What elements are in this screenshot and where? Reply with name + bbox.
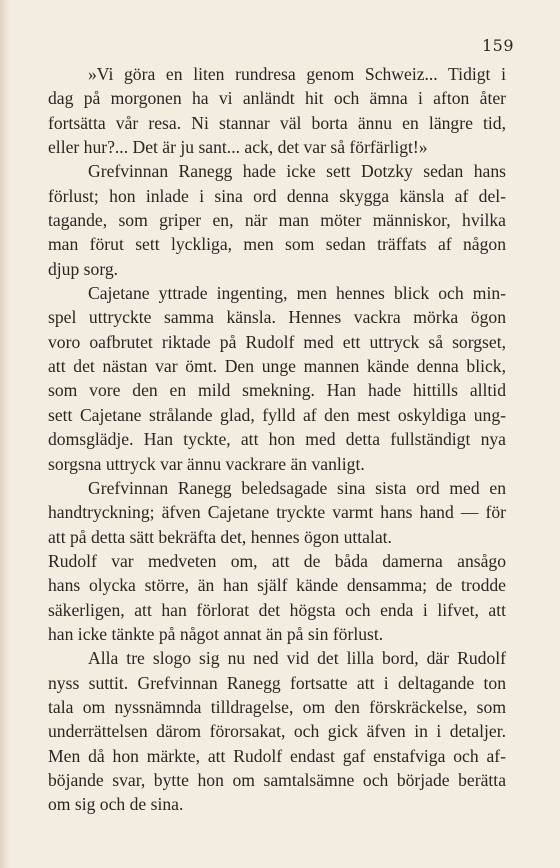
text-line: Grefvinnan Ranegg beledsagade sina sista ord med en bbox=[88, 477, 506, 498]
text-line: om sig och de sina. bbox=[48, 794, 184, 815]
paragraph-2 bbox=[48, 159, 506, 281]
text-line: böjande svar, bytte hon om samtalsämne och började berätta bbox=[48, 769, 506, 790]
text-line: säkerligen, att han förlorat det högsta och enda i lifvet, att bbox=[48, 599, 506, 620]
text-line: djup sorg. bbox=[48, 258, 119, 279]
paragraph-4 bbox=[48, 476, 506, 646]
text-line: att det nästan var ömt. Den unge mannen kände denna blick, bbox=[48, 356, 506, 377]
text-line: underrättelsen därom förorsakat, och gick äfven in i detaljer. bbox=[48, 721, 506, 742]
text-line: Rudolf var medveten om, att de båda damerna ansågo bbox=[48, 550, 506, 571]
text-line: förlust; hon inlade i sina ord denna skygga känsla af del- bbox=[48, 185, 506, 206]
text-line: som vore den en mild smekning. Han hade hittills alltid bbox=[48, 380, 506, 401]
text-line: Alla tre slogo sig nu ned vid det lilla bord, där Rudolf bbox=[88, 648, 506, 669]
text-line: »Vi göra en liten rundresa genom Schweiz... Tidigt i bbox=[88, 64, 506, 84]
text-line: fortsätta vår resa. Ni stannar väl borta ännu en längre tid, bbox=[48, 112, 506, 133]
page-edge bbox=[0, 0, 10, 868]
text-line: sorgsna uttryck var ännu vackrare än vanligt. bbox=[48, 453, 365, 474]
text-line: tagande, som griper en, när man möter människor, hvilka bbox=[48, 210, 506, 231]
text-line: Men då hon märkte, att Rudolf endast gaf enstafviga och af- bbox=[48, 745, 506, 766]
text-line: dag på morgonen ha vi anländt hit och ämna i afton åter bbox=[48, 88, 506, 109]
paragraph-3 bbox=[48, 281, 506, 476]
text-line: Grefvinnan Ranegg hade icke sett Dotzky sedan hans bbox=[88, 161, 506, 182]
text-line: Cajetane yttrade ingenting, men hennes blick och min- bbox=[88, 283, 506, 304]
text-line: hans olycka större, än han själf kände densamma; de trodde bbox=[48, 575, 506, 596]
text-line: han icke tänkte på något annat än på sin förlust. bbox=[48, 623, 384, 644]
text-line: eller hur?... Det är ju sant... ack, det var så förfärligt!» bbox=[48, 137, 428, 158]
text-line: spel uttryckte samma känsla. Hennes vackra mörka ögon bbox=[48, 307, 506, 328]
text-line: att på detta sätt bekräfta det, hennes ögon uttalat. bbox=[48, 526, 392, 547]
page-number: 159 bbox=[481, 36, 514, 55]
text-line: voro oafbrutet riktade på Rudolf med ett uttryck så sorgset, bbox=[48, 331, 506, 352]
paragraph-5 bbox=[48, 646, 506, 816]
body-text bbox=[48, 62, 506, 817]
paragraph-1 bbox=[48, 62, 506, 159]
text-line: sett Cajetane strålande glad, fylld af den mest oskyldiga ung- bbox=[48, 404, 506, 425]
text-line: handtryckning; äfven Cajetane tryckte varmt hans hand — för bbox=[48, 502, 506, 523]
text-line: domsglädje. Han tyckte, att hon med detta fullständigt nya bbox=[48, 429, 506, 450]
text-line: tala om nyssnämnda tilldragelse, om den förskräckelse, som bbox=[48, 696, 506, 717]
text-line: man förut sett lyckliga, men som sedan träffats af någon bbox=[48, 234, 506, 255]
text-line: nyss suttit. Grefvinnan Ranegg fortsatte att i deltagande ton bbox=[48, 672, 506, 693]
